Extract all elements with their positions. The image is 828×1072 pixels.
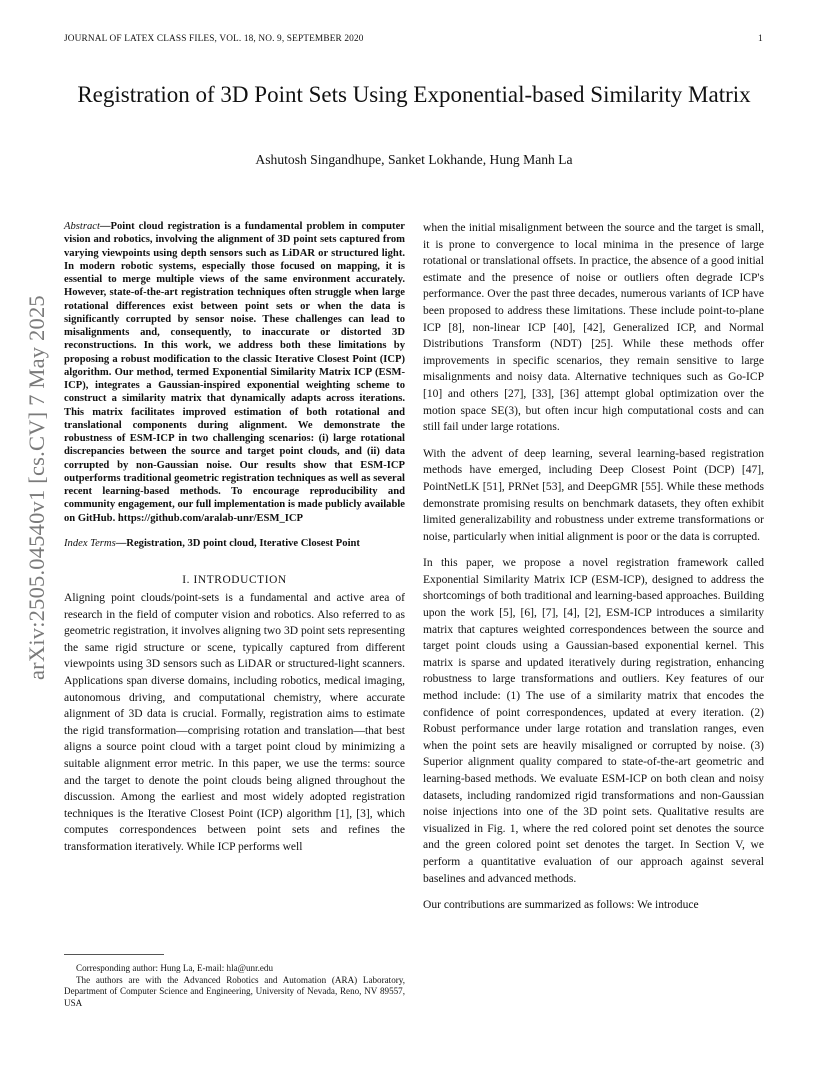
author-list: Ashutosh Singandhupe, Sanket Lokhande, Hung Manh La xyxy=(255,152,573,167)
footnote-corresponding: Corresponding author: Hung La, E-mail: hla@unr.edu xyxy=(76,963,274,973)
arxiv-identifier: arXiv:2505.04540v1 [cs.CV] 7 May 2025 xyxy=(24,295,49,680)
right-column xyxy=(423,220,764,914)
abstract xyxy=(64,220,405,525)
paper-title: Registration of 3D Point Sets Using Exponential-based Similarity Matrix xyxy=(77,82,751,107)
footnotes xyxy=(64,963,405,1009)
running-header: JOURNAL OF LATEX CLASS FILES, VOL. 18, NO. 9, SEPTEMBER 2020 xyxy=(64,34,364,44)
footnote-affiliation: The authors are with the Advanced Robotics and Automation (ARA) Laboratory, Department of Computer Science and Engineering, University of Nevada, Reno, NV 89557, USA xyxy=(64,974,405,1008)
index-terms xyxy=(64,537,405,550)
body-paragraph: In this paper, we propose a novel registration framework called Exponential Similarity Matrix ICP (ESM-ICP), designed to address the shortcomings of both traditional and learning-based approaches. Building upon the work [5], [6], [7], [4], [2], ESM-ICP introduces a similarity matrix that captures weighted correspondences between the source and target point clouds using a Gaussian-based exponential kernel. This matrix is sparse and updated iteratively during registration, enhancing robustness to large transformations and outliers. Key features of our method include: (1) The use of a similarity matrix that encodes the confidence of point correspondences, updated at every iteration. (2) Robust performance under large rotation and translation ranges, even when the point sets are heavily misaligned or corrupted by noise. (3) Superior alignment quality compared to state-of-the-art geometric and learning-based methods. We evaluate ESM-ICP on both clean and noisy datasets, including randomized rigid transformations and non-Gaussian noise injections into one of the 3D point sets. Qualitative results are visualized in Fig. 1, where the red colored point set denotes the source and the green colored point set denotes the target. In Section V, we perform a quantitative evaluation of our approach against several baselines and advanced methods. xyxy=(423,557,764,885)
abstract-text: —Point cloud registration is a fundamental problem in computer vision and robotics, involving the alignment of 3D point sets captured from varying viewpoints using depth sensors such as LiDAR or structured light. In modern robotic systems, especially those focused on mapping, it is essential to merge multiple views of the same environment accurately. However, state-of-the-art registration techniques often struggle when large rotational differences exist between point sets or when the data is significantly corrupted by sensor noise. These challenges can lead to misalignments and, consequently, to inaccurate or distorted 3D reconstructions. In this work, we address both these limitations by proposing a robust modification to the classic Iterative Closest Point (ICP) algorithm. Our method, termed Exponential Similarity Matrix ICP (ESM-ICP), integrates a Gaussian-inspired exponential weighting scheme to construct a similarity matrix that dynamically adapts across iterations. This matrix facilitates improved estimation of both rotational and translational components during alignment. We demonstrate the robustness of ESM-ICP in two challenging scenarios: (i) large rotational discrepancies between the source and target point clouds, and (ii) data corrupted by non-Gaussian noise. Our results show that ESM-ICP outperforms traditional geometric registration techniques as well as several recent learning-based methods. To encourage reproducibility and community engagement, our full implementation is made publicly available on GitHub. https://github.com/aralab-unr/ESM_ICP xyxy=(64,221,405,524)
abstract-label: Abstract xyxy=(64,221,100,232)
footnote-rule xyxy=(64,954,164,955)
page-number: 1 xyxy=(758,34,763,44)
left-column xyxy=(64,220,405,856)
intro-paragraph: Aligning point clouds/point-sets is a fundamental and active area of research in the field of computer vision and robotics. Also referred to as geometric registration, it involves aligning two 3D point sets representing the same rigid structure or scene, typically captured from different viewpoints using 3D sensors such as LiDAR or structured-light scanners. Applications span diverse domains, including robotics, medical imaging, autonomous driving, and computational chemistry, where accurate alignment of 3D data is crucial. Formally, registration aims to estimate the rigid transformation—comprising rotation and translation—that best aligns a source point cloud with a target point cloud by minimizing a suitable alignment error metric. In this paper, we use the terms: source and the target to denote the point clouds being aligned throughout the discussion. Among the earliest and most widely adopted registration techniques is the Iterative Closest Point (ICP) algorithm [1], [3], which computes correspondences between point sets and refines the transformation iteratively. While ICP performs well xyxy=(64,592,405,853)
index-terms-label: Index Terms xyxy=(64,537,116,549)
body-paragraph: when the initial misalignment between the source and the target is small, it is prone to convergence to local minima in the presence of large rotational or translational offsets. In practice, the absence of a good initial estimate and the presence of noise or outliers often degrade ICP's performance. Over the past three decades, numerous variants of ICP have been proposed to address these limitations. These include point-to-plane ICP [8], non-linear ICP [40], [42], Generalized ICP, and Normal Distributions Transform (NDT) [25]. While these methods offer improvements in specific scenarios, they remain sensitive to large misalignments and noisy data. Alternative techniques such as Go-ICP [10] and others [27], [33], [36] attempt global optimization over the motion space SE(3), but often incur high computational costs and can still fail under large rotations. xyxy=(423,222,764,434)
body-paragraph: Our contributions are summarized as follows: We introduce xyxy=(423,899,699,912)
section-heading: I. INTRODUCTION xyxy=(182,574,287,586)
body-paragraph: With the advent of deep learning, several learning-based registration methods have emerged, including Deep Closest Point (DCP) [47], PointNetLK [51], PRNet [53], and DeepGMR [55]. While these methods demonstrate promising results on benchmark datasets, they often exhibit limited generalizability and robustness under extreme transformations or noise, particularly when initial alignment is poor or the data is corrupted. xyxy=(423,447,764,543)
index-terms-text: —Registration, 3D point cloud, Iterative Closest Point xyxy=(115,537,360,549)
